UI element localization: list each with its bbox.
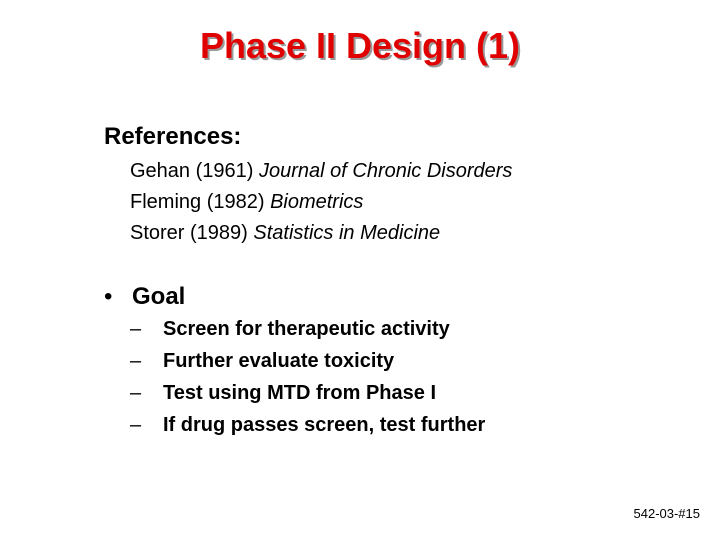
bullet-icon: • — [104, 283, 113, 310]
dash-icon: – — [130, 414, 142, 436]
goal-item — [130, 377, 485, 409]
reference-item — [130, 187, 512, 218]
goal-bullet — [104, 280, 185, 314]
goal-item-text: Test using MTD from Phase I — [163, 382, 436, 404]
goal-item — [130, 409, 485, 441]
goal-list — [130, 313, 485, 441]
reference-author: Fleming (1982) — [130, 191, 271, 213]
dash-icon: – — [130, 382, 142, 404]
slide-number: 542-03-#15 — [633, 506, 700, 521]
reference-item — [130, 218, 512, 249]
dash-icon: – — [130, 350, 142, 372]
goal-item — [130, 345, 485, 377]
references-heading: References: — [104, 123, 242, 150]
reference-journal: Journal of Chronic Disorders — [258, 160, 513, 182]
reference-journal: Biometrics — [270, 191, 364, 213]
slide-title: Phase II Design (1) — [199, 25, 521, 66]
goal-item-text: Further evaluate toxicity — [163, 350, 395, 372]
goal-item — [130, 313, 485, 345]
goal-label: Goal — [132, 283, 186, 310]
goal-item-text: Screen for therapeutic activity — [163, 318, 450, 340]
reference-author: Gehan (1961) — [130, 160, 259, 182]
goal-item-text: If drug passes screen, test further — [163, 414, 486, 436]
dash-icon: – — [130, 318, 142, 340]
references-list — [130, 156, 512, 249]
reference-author: Storer (1989) — [130, 222, 254, 244]
reference-journal: Statistics in Medicine — [253, 222, 441, 244]
reference-item — [130, 156, 512, 187]
